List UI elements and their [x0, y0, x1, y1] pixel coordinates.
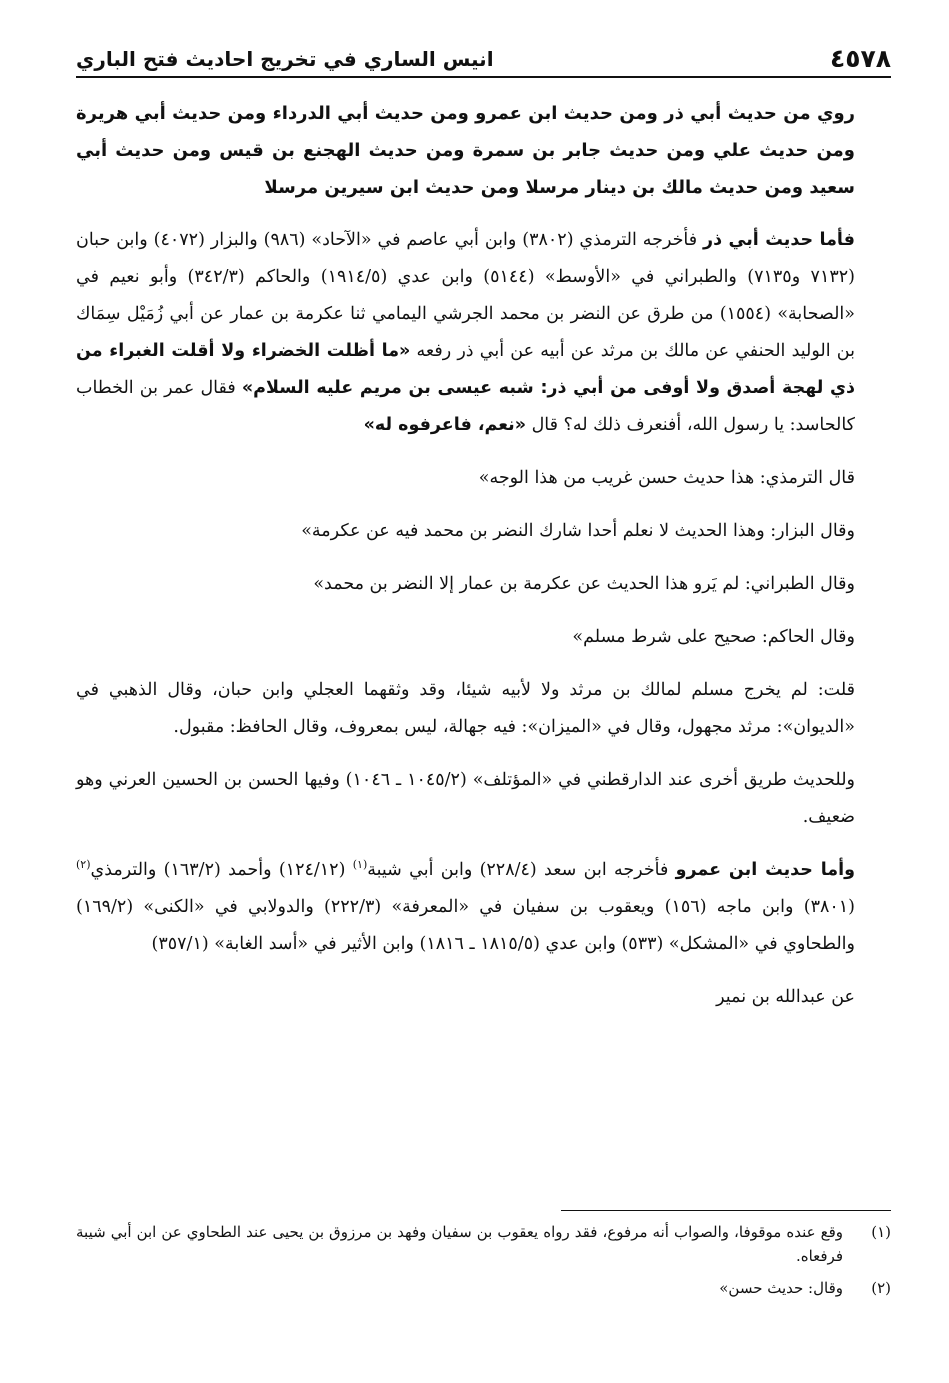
abu-dharr-text-2: فقال عمر بن الخطاب كالحاسد: يا رسول الله، أفنعرف ذلك له؟ قال [76, 378, 855, 435]
intro-paragraph: روي من حديث أبي ذر ومن حديث ابن عمرو ومن حديث أبي الدرداء ومن حديث أبي هريرة ومن حديث علي ومن حديث جابر بن سمرة ومن حديث الهجنع بن قيس ومن حديث أبي سعيد ومن حديث مالك بن دينار مرسلا ومن حديث ابن سيرين مرسلا [76, 103, 855, 198]
last-line: عن عبدالله بن نمير [716, 987, 855, 1007]
footnote-text: وقع عنده موقوفا، والصواب أنه مرفوع، فقد رواه يعقوب بن سفيان وفهد بن مرزوق بن يحيى عند الطحاوي عن ابن أبي شيبة فرفعاه. [76, 1223, 843, 1265]
footnote-number: (١) [871, 1223, 891, 1241]
page-header [76, 34, 891, 78]
quote-bazzar: وقال البزار: وهذا الحديث لا نعلم أحدا شارك النضر بن محمد فيه عن عكرمة» [301, 521, 855, 541]
main-text [76, 95, 891, 1016]
abu-dharr-paragraph [76, 222, 891, 444]
ibn-amr-text-3: (٣٨٠١) وابن ماجه (١٥٦) ويعقوب بن سفيان في «المعرفة» (٢٢٢/٣) والدولابي في «الكنى» (١٦٩/٢) والطحاوي في «المشكل» (٥٣٣) وابن عدي (١٨١٥/٥ ـ ١٨١٦) وابن الأثير في «أسد الغابة» (٣٥٧/١) [76, 897, 855, 954]
footnote-number: (٢) [871, 1279, 891, 1297]
quote-tabarani: وقال الطبراني: لم يَرو هذا الحديث عن عكرمة بن عمار إلا النضر بن محمد» [313, 574, 855, 594]
ibn-amr-lead: وأما حديث ابن عمرو [675, 860, 856, 880]
running-title: انيس الساري في تخريج احاديث فتح الباري [76, 47, 494, 71]
abu-dharr-reply: «نعم، فاعرفوه له» [363, 415, 526, 435]
abu-dharr-text-1: فأخرجه الترمذي (٣٨٠٢) وابن أبي عاصم في «الآحاد» (٩٨٦) والبزار (٤٠٧٢) وابن حبان (٧١٣٢ و٧١٣٥) والطبراني في «الأوسط» (٥١٤٤) وابن عدي (١٩١٤/٥) والحاكم (٣٤٢/٣) وأبو نعيم في «الصحابة» (١٥٥٤) من طرق عن النضر بن محمد الجرشي اليمامي ثنا عكرمة بن عمار عن أبي زُمَيْل سِمَاك بن الوليد الحنفي عن مالك بن مرثد عن أبيه عن أبي ذر رفعه [76, 230, 855, 361]
page-number: ٤٥٧٨ [829, 44, 891, 73]
footnote-ref-1[interactable]: (١) [352, 858, 368, 872]
footnote-2 [76, 1276, 891, 1300]
other-route-paragraph: وللحديث طريق أخرى عند الدارقطني في «المؤتلف» (١٠٤٥/٢ ـ ١٠٤٦) وفيها الحسن بن الحسين العرني وهو ضعيف. [76, 770, 855, 827]
quote-hakim: وقال الحاكم: صحيح على شرط مسلم» [572, 627, 855, 647]
footnote-text: وقال: حديث حسن» [719, 1279, 843, 1297]
ibn-amr-paragraph [76, 852, 891, 963]
footnote-separator [561, 1210, 891, 1211]
footnote-1 [76, 1220, 891, 1268]
comment-paragraph: قلت: لم يخرج مسلم لمالك بن مرثد ولا لأبيه شيئا، وقد وثقهما العجلي وابن حبان، وقال الذهبي في «الديوان»: مرثد مجهول، وقال في «الميزان»: فيه جهالة، ليس بمعروف، وقال الحافظ: مقبول. [76, 680, 855, 737]
quote-tirmidhi: قال الترمذي: هذا حديث حسن غريب من هذا الوجه» [478, 468, 855, 488]
ibn-amr-text-2: (١٢٤/١٢) وأحمد (١٦٣/٢) والترمذي [90, 860, 353, 880]
abu-dharr-lead: فأما حديث أبي ذر [703, 230, 855, 250]
footnotes [76, 1220, 891, 1308]
ibn-amr-text-1: فأخرجه ابن سعد (٢٢٨/٤) وابن أبي شيبة [367, 860, 676, 880]
abu-dharr-hadith: «ما أظلت الخضراء ولا أقلت الغبراء من ذي لهجة أصدق ولا أوفى من أبي ذر: شبه عيسى بن مريم عليه السلام» [76, 341, 855, 398]
footnote-ref-2[interactable]: (٢) [76, 858, 91, 872]
